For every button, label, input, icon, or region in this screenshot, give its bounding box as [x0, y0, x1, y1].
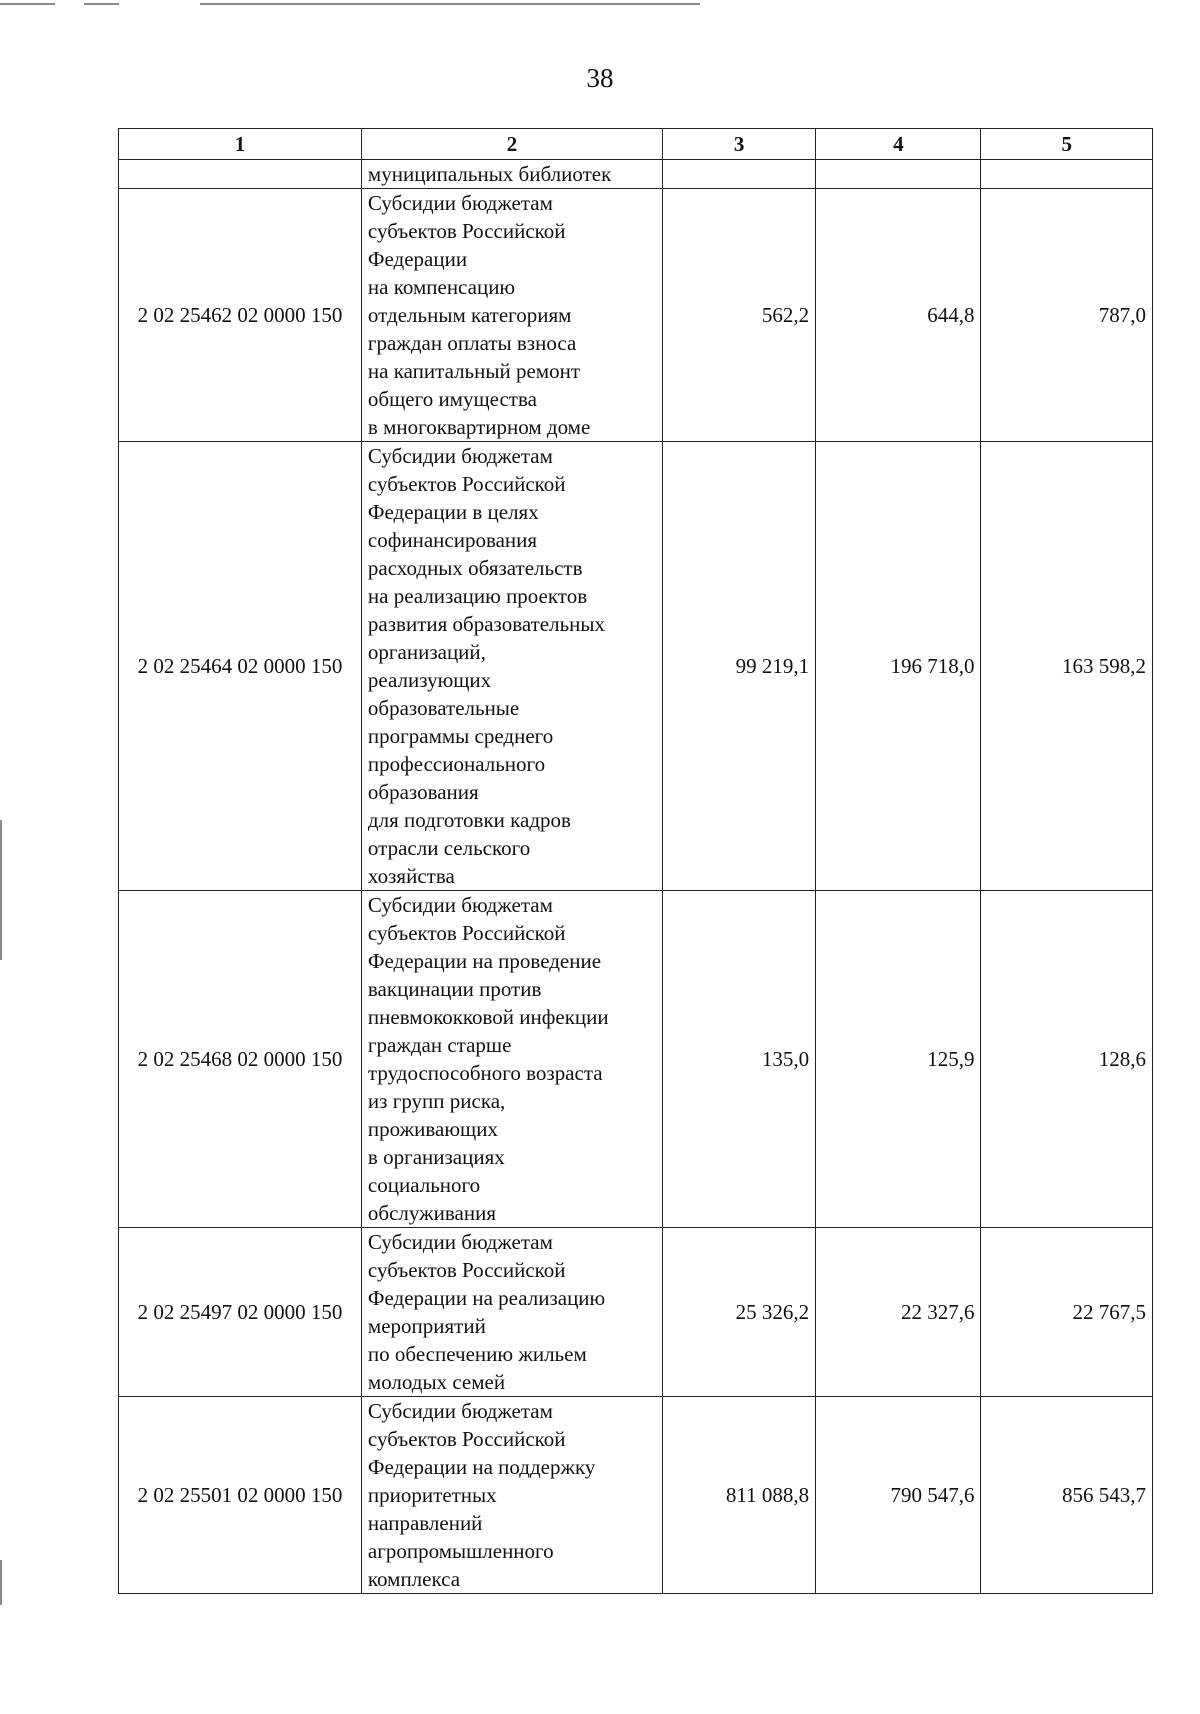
table-rows [119, 189, 1153, 1594]
name-line: Федерации в целях [367, 500, 539, 524]
value-cell-v4: 790 547,6 [816, 1397, 981, 1594]
name-line: расходных обязательств [367, 556, 583, 580]
name-cell [361, 1397, 662, 1594]
name-line: по обеспечению жильем [367, 1342, 587, 1366]
header-col-2: 2 [361, 129, 662, 160]
table-row [119, 1228, 1153, 1397]
header-col-3: 3 [663, 129, 816, 160]
name-line: направлений [367, 1511, 483, 1535]
name-line: организаций, [367, 640, 486, 664]
value-cell-v4: 644,8 [816, 189, 981, 442]
name-cell [361, 1228, 662, 1397]
name-line: социального [367, 1173, 481, 1197]
value-cell-v3: 25 326,2 [663, 1228, 816, 1397]
name-line: мероприятий [367, 1314, 486, 1338]
name-line: комплекса [367, 1567, 461, 1591]
name-line: Федерации [367, 247, 468, 271]
table-row [119, 442, 1153, 891]
value-cell-v3: 99 219,1 [663, 442, 816, 891]
scan-edge-line [0, 3, 55, 5]
name-line: отдельным категориям [367, 303, 572, 327]
name-line: Субсидии бюджетам [367, 191, 553, 215]
code-cell [119, 160, 362, 189]
name-line: Субсидии бюджетам [367, 444, 553, 468]
value-cell-v3: 562,2 [663, 189, 816, 442]
table-row [119, 891, 1153, 1228]
name-line: на капитальный ремонт [367, 359, 580, 383]
name-line: муниципальных библиотек [367, 162, 612, 186]
name-line: для подготовки кадров [367, 808, 571, 832]
name-line: субъектов Российской [367, 219, 566, 243]
value-cell-v3: 135,0 [663, 891, 816, 1228]
name-line: в многоквартирном доме [367, 415, 591, 439]
name-line: на реализацию проектов [367, 584, 588, 608]
value-cell [981, 160, 1153, 189]
code-cell: 2 02 25501 02 0000 150 [119, 1397, 362, 1594]
name-line: хозяйства [367, 864, 455, 888]
table-row [119, 189, 1153, 442]
name-line: общего имущества [367, 387, 537, 411]
name-line: агропромышленного [367, 1539, 554, 1563]
name-line: вакцинации против [367, 977, 542, 1001]
page-number: 38 [586, 63, 614, 93]
name-line: граждан оплаты взноса [367, 331, 577, 355]
scan-edge-line [84, 3, 119, 5]
code-cell: 2 02 25462 02 0000 150 [119, 189, 362, 442]
name-line: программы среднего [367, 724, 554, 748]
name-line: Федерации на реализацию [367, 1286, 606, 1310]
name-line: в организациях [367, 1145, 505, 1169]
name-line: проживающих [367, 1117, 498, 1141]
name-line: обслуживания [367, 1201, 496, 1225]
name-cell [361, 189, 662, 442]
name-cell [361, 891, 662, 1228]
name-line: реализующих [367, 668, 492, 692]
value-cell-v5: 128,6 [981, 891, 1153, 1228]
scan-edge-line [200, 3, 700, 5]
header-col-5: 5 [981, 129, 1153, 160]
name-line: субъектов Российской [367, 472, 566, 496]
header-col-4: 4 [816, 129, 981, 160]
name-line: Субсидии бюджетам [367, 893, 553, 917]
name-line: отрасли сельского [367, 836, 531, 860]
name-line: субъектов Российской [367, 1258, 566, 1282]
name-line: субъектов Российской [367, 1427, 566, 1451]
scan-margin-line [0, 820, 2, 960]
value-cell-v4: 125,9 [816, 891, 981, 1228]
name-line: из групп риска, [367, 1089, 506, 1113]
continued-row [119, 160, 1153, 189]
name-line: Субсидии бюджетам [367, 1230, 553, 1254]
table-header-row [119, 129, 1153, 160]
name-line: софинансирования [367, 528, 538, 552]
budget-table [118, 128, 1153, 1594]
value-cell-v3: 811 088,8 [663, 1397, 816, 1594]
name-line: Субсидии бюджетам [367, 1399, 553, 1423]
value-cell-v5: 22 767,5 [981, 1228, 1153, 1397]
name-line: приоритетных [367, 1483, 497, 1507]
name-line: трудоспособного возраста [367, 1061, 603, 1085]
name-line: развития образовательных [367, 612, 606, 636]
name-line: образовательные [367, 696, 520, 720]
value-cell-v4: 22 327,6 [816, 1228, 981, 1397]
name-line: пневмококковой инфекции [367, 1005, 609, 1029]
name-line: на компенсацию [367, 275, 516, 299]
header-col-1: 1 [119, 129, 362, 160]
value-cell-v5: 163 598,2 [981, 442, 1153, 891]
value-cell-v5: 787,0 [981, 189, 1153, 442]
name-line: образования [367, 780, 479, 804]
scan-margin-line [0, 1560, 2, 1605]
value-cell-v4: 196 718,0 [816, 442, 981, 891]
name-line: профессионального [367, 752, 546, 776]
code-cell: 2 02 25468 02 0000 150 [119, 891, 362, 1228]
code-cell: 2 02 25497 02 0000 150 [119, 1228, 362, 1397]
name-line: граждан старше [367, 1033, 512, 1057]
name-line: молодых семей [367, 1370, 506, 1394]
name-cell [361, 160, 662, 189]
name-line: Федерации на проведение [367, 949, 602, 973]
value-cell [816, 160, 981, 189]
value-cell-v5: 856 543,7 [981, 1397, 1153, 1594]
name-line: Федерации на поддержку [367, 1455, 596, 1479]
value-cell [663, 160, 816, 189]
table-row [119, 1397, 1153, 1594]
code-cell: 2 02 25464 02 0000 150 [119, 442, 362, 891]
name-cell [361, 442, 662, 891]
name-line: субъектов Российской [367, 921, 566, 945]
